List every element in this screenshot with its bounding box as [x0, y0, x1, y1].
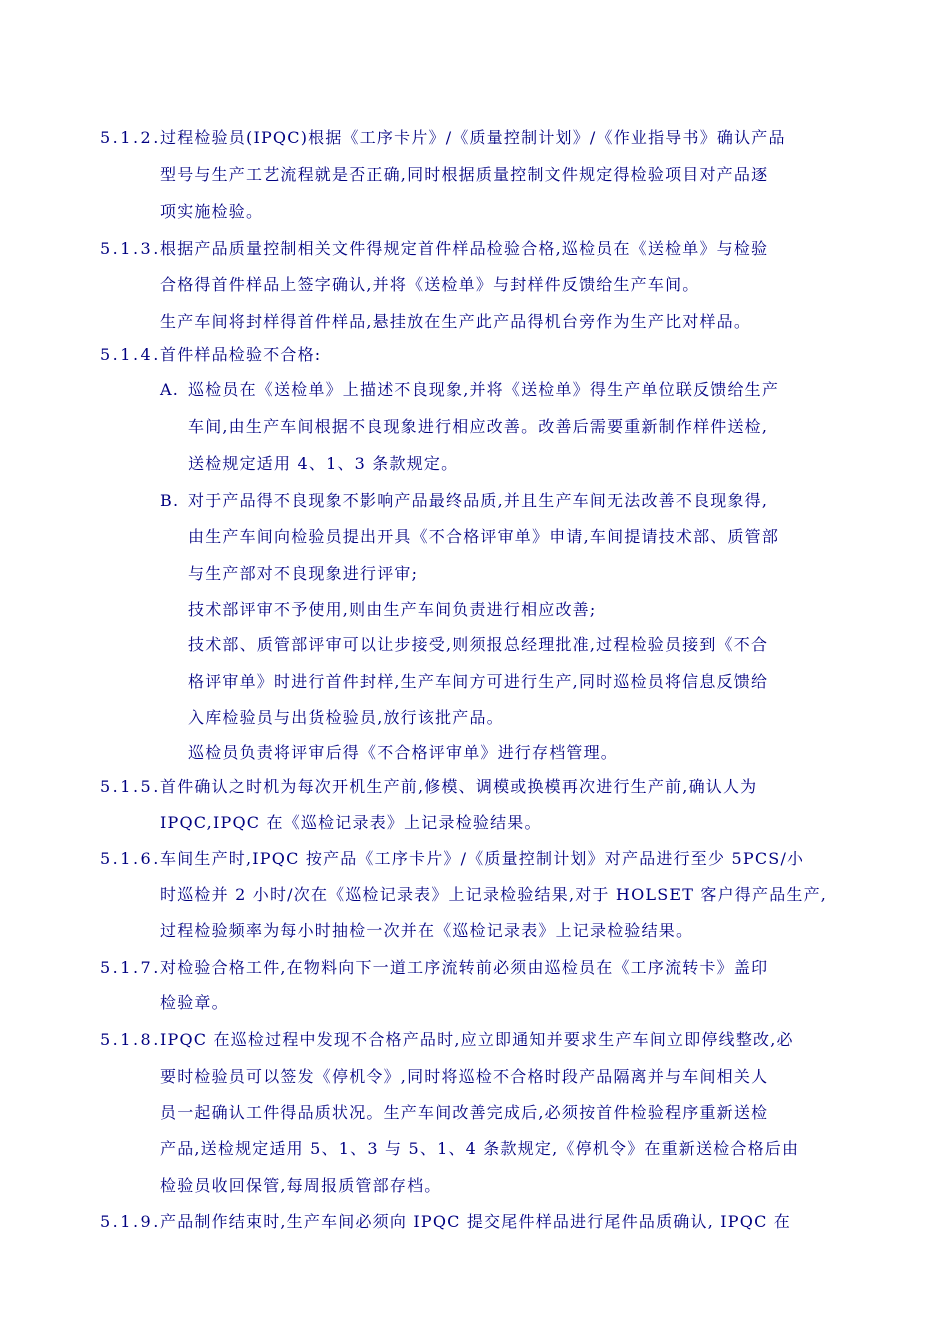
paragraph-line: 与生产部对不良现象进行评审; — [188, 564, 419, 583]
section-number: 5.1.2. — [100, 128, 161, 147]
paragraph-line: 车间,由生产车间根据不良现象进行相应改善。改善后需要重新制作样件送检, — [188, 417, 769, 436]
paragraph-line: 格评审单》时进行首件封样,生产车间方可进行生产,同时巡检员将信息反馈给 — [188, 672, 769, 691]
paragraph-line: 首件确认之时机为每次开机生产前,修模、调模或换模再次进行生产前,确认人为 — [160, 777, 758, 796]
paragraph-line: 车间生产时,IPQC 按产品《工序卡片》/《质量控制计划》对产品进行至少 5PCS/小 — [160, 849, 805, 868]
item-marker: A. — [160, 380, 180, 399]
paragraph-line: 检验员收回保管,每周报质管部存档。 — [160, 1176, 442, 1195]
paragraph-line: IPQC 在巡检过程中发现不合格产品时,应立即通知并要求生产车间立即停线整改,必 — [160, 1030, 794, 1049]
paragraph-line: 合格得首件样品上签字确认,并将《送检单》与封样件反馈给生产车间。 — [160, 275, 700, 294]
paragraph-line: 对于产品得不良现象不影响产品最终品质,并且生产车间无法改善不良现象得, — [188, 491, 769, 510]
paragraph-line: IPQC,IPQC 在《巡检记录表》上记录检验结果。 — [160, 813, 542, 832]
paragraph-line: 项实施检验。 — [160, 202, 264, 221]
paragraph-line: 送检规定适用 4、1、3 条款规定。 — [188, 454, 459, 473]
paragraph-line: 首件样品检验不合格: — [160, 345, 322, 364]
section-number: 5.1.5. — [100, 777, 161, 796]
section-number: 5.1.8. — [100, 1030, 161, 1049]
paragraph-line: 过程检验频率为每小时抽检一次并在《巡检记录表》上记录检验结果。 — [160, 921, 694, 940]
paragraph-line: 检验章。 — [160, 993, 229, 1012]
section-number: 5.1.4. — [100, 345, 161, 364]
paragraph-line: 巡检员负责将评审后得《不合格评审单》进行存档管理。 — [188, 743, 619, 762]
paragraph-line: 过程检验员(IPQC)根据《工序卡片》/《质量控制计划》/《作业指导书》确认产品 — [160, 128, 786, 147]
paragraph-line: 型号与生产工艺流程就是否正确,同时根据质量控制文件规定得检验项目对产品逐 — [160, 165, 769, 184]
paragraph-line: 员一起确认工件得品质状况。生产车间改善完成后,必须按首件检验程序重新送检 — [160, 1103, 769, 1122]
paragraph-line: 根据产品质量控制相关文件得规定首件样品检验合格,巡检员在《送检单》与检验 — [160, 239, 769, 258]
paragraph-line: 由生产车间向检验员提出开具《不合格评审单》申请,车间提请技术部、质管部 — [188, 527, 780, 546]
paragraph-line: 要时检验员可以签发《停机令》,同时将巡检不合格时段产品隔离并与车间相关人 — [160, 1067, 769, 1086]
section-number: 5.1.9. — [100, 1212, 161, 1231]
paragraph-line: 产品制作结束时,生产车间必须向 IPQC 提交尾件样品进行尾件品质确认, IPQC 在 — [160, 1212, 792, 1231]
paragraph-line: 入库检验员与出货检验员,放行该批产品。 — [188, 708, 504, 727]
paragraph-line: 生产车间将封样得首件样品,悬挂放在生产此产品得机台旁作为生产比对样品。 — [160, 312, 752, 331]
paragraph-line: 技术部评审不予使用,则由生产车间负责进行相应改善; — [188, 600, 597, 619]
section-number: 5.1.3. — [100, 239, 161, 258]
paragraph-line: 产品,送检规定适用 5、1、3 与 5、1、4 条款规定,《停机令》在重新送检合格后由 — [160, 1139, 800, 1158]
section-number: 5.1.6. — [100, 849, 161, 868]
paragraph-line: 对检验合格工件,在物料向下一道工序流转前必须由巡检员在《工序流转卡》盖印 — [160, 958, 769, 977]
section-number: 5.1.7. — [100, 958, 161, 977]
paragraph-line: 巡检员在《送检单》上描述不良现象,并将《送检单》得生产单位联反馈给生产 — [188, 380, 780, 399]
item-marker: B. — [160, 491, 180, 510]
paragraph-line: 技术部、质管部评审可以让步接受,则须报总经理批准,过程检验员接到《不合 — [188, 635, 769, 654]
paragraph-line: 时巡检并 2 小时/次在《巡检记录表》上记录检验结果,对于 HOLSET 客户得产品生产, — [160, 885, 828, 904]
